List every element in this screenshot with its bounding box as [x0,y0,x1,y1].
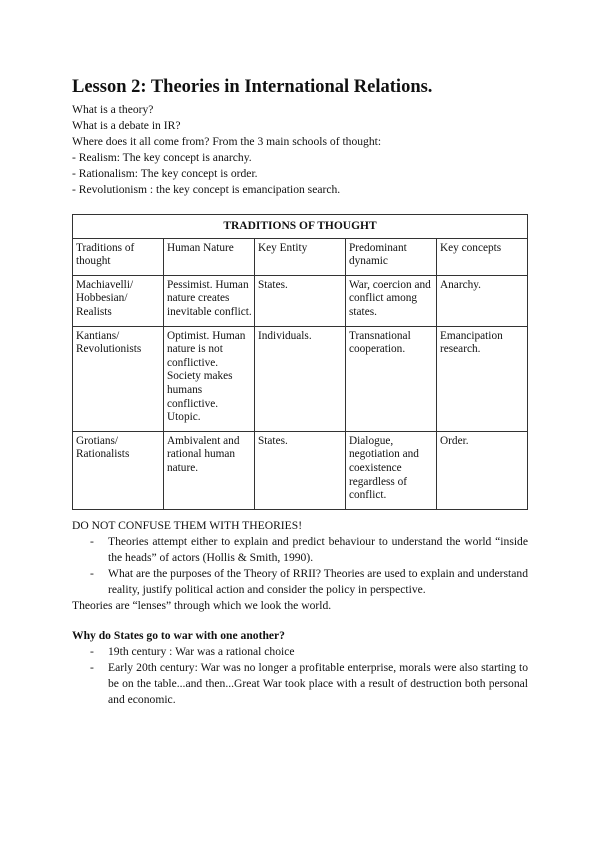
table-cell: Grotians/ Rationalists [73,431,164,509]
bullet-dash: - [90,660,94,674]
table-cell: Ambivalent and rational human nature. [164,431,255,509]
bullet-dash: - [90,566,94,580]
intro-line: - Realism: The key concept is anarchy. [72,151,252,164]
table-cell: Optimist. Human nature is not conflictive. Society makes humans conflictive. Utopic. [164,326,255,431]
list-item-text: Early 20th century: War was no longer a profitable enterprise, morals were also starting to be on the table...and then...Great War took place with a result of destruction both personal and economic. [108,660,528,706]
intro-line: - Rationalism: The key concept is order. [72,167,258,180]
list-item-text: What are the purposes of the Theory of RRII? Theories are used to explain and understand reality, justify political action and consider the policy in perspective. [108,566,528,596]
bullet-dash: - [90,644,94,658]
war-heading: Why do States go to war with one another? [72,628,285,642]
intro-line: - Revolutionism : the key concept is emancipation search. [72,183,341,196]
bullet-dash: - [90,534,94,548]
table-cell: Kantians/ Revolutionists [73,326,164,431]
table-cell: War, coercion and conflict among states. [346,275,437,326]
warning-text: DO NOT CONFUSE THEM WITH THEORIES! [72,518,303,532]
table-row [73,326,528,431]
table-header-row [73,238,528,275]
column-header: Key concepts [437,238,528,275]
war-list [72,644,528,708]
list-item-text: 19th century : War was a rational choice [108,644,295,658]
traditions-table [72,214,528,510]
theories-list [72,534,528,598]
table-cell: States. [255,275,346,326]
table-cell: Individuals. [255,326,346,431]
document-page [72,76,528,708]
table-cell: Pessimist. Human nature creates inevitable conflict. [164,275,255,326]
list-item-text: Theories attempt either to explain and predict behaviour to understand the world “inside the heads” of actors (Hollis & Smith, 1990). [108,534,528,564]
table-cell: Machiavelli/ Hobbesian/ Realists [73,275,164,326]
lenses-text: Theories are “lenses” through which we look the world. [72,598,332,612]
list-item [72,566,528,598]
table-cell: Anarchy. [437,275,528,326]
table-cell: Dialogue, negotiation and coexistence regardless of conflict. [346,431,437,509]
table-row [73,275,528,326]
column-header: Key Entity [255,238,346,275]
column-header: Traditions of thought [73,238,164,275]
column-header: Human Nature [164,238,255,275]
list-item [72,534,528,566]
intro-line: What is a theory? [72,103,154,116]
table-title: TRADITIONS OF THOUGHT [73,215,528,239]
table-row [73,431,528,509]
column-header: Predominant dynamic [346,238,437,275]
list-item [72,644,528,660]
lesson-title: Lesson 2: Theories in International Relations. [72,77,433,97]
table-cell: States. [255,431,346,509]
list-item [72,660,528,708]
table-cell: Emancipation research. [437,326,528,431]
table-cell: Transnational cooperation. [346,326,437,431]
intro-line: Where does it all come from? From the 3 main schools of thought: [72,135,382,148]
intro-line: What is a debate in IR? [72,119,181,132]
table-cell: Order. [437,431,528,509]
